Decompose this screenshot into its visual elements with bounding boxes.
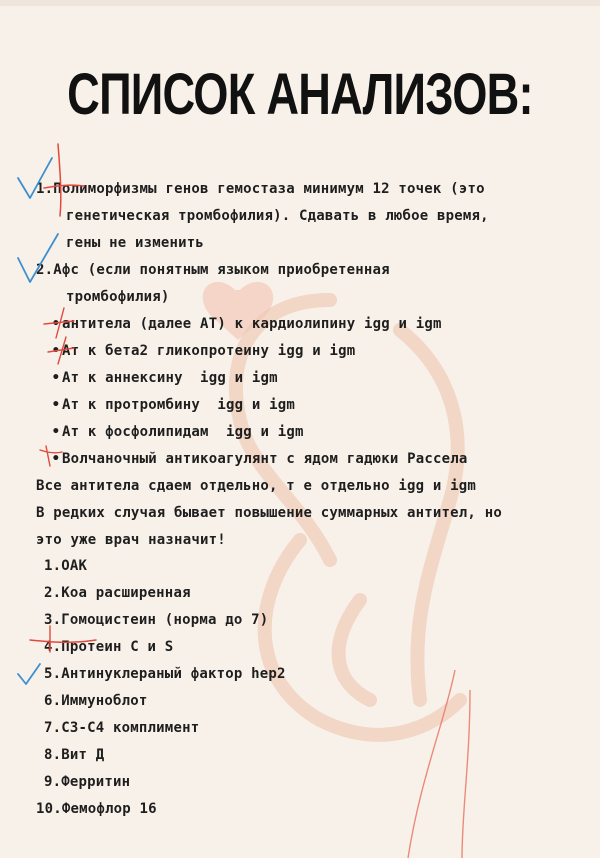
list-item-text: Ат к бета2 гликопротеину igg и igm — [62, 343, 356, 359]
list-item-text: Волчаночный антикоагулянт с ядом гадюки Рассела — [62, 451, 468, 467]
bullet-icon: • — [51, 343, 61, 359]
test-number: 3. — [44, 612, 62, 628]
list-item — [50, 396, 295, 414]
list-item-text: Ат к фосфолипидам igg и igm — [62, 424, 304, 440]
test-label: Фемофлор 16 — [61, 801, 157, 817]
test-item — [44, 638, 173, 656]
test-number: 8. — [44, 747, 62, 763]
list-item-text: Ат к протромбину igg и igm — [62, 397, 295, 413]
test-label: Протеин С и S — [61, 639, 174, 655]
test-item — [44, 611, 268, 629]
test-number: 1. — [44, 558, 62, 574]
test-label: С3-С4 комплимент — [61, 720, 200, 736]
list-item-text: антитела (далее АТ) к кардиолипину igg и igm — [62, 316, 442, 332]
test-item — [44, 719, 199, 737]
test-label: Вит Д — [61, 747, 105, 763]
list-item — [50, 315, 442, 333]
bullet-icon: • — [51, 451, 61, 467]
test-number: 10. — [36, 801, 62, 817]
test-item — [36, 800, 157, 818]
test-label: Коа расширенная — [61, 585, 191, 601]
bullet-icon: • — [51, 316, 61, 332]
bullet-icon: • — [51, 397, 61, 413]
test-label: Антинуклераный фактор hep2 — [61, 666, 286, 682]
item-1-line-3: гены не изменить — [66, 235, 205, 251]
test-number: 4. — [44, 639, 62, 655]
note-line-2: В редких случая бывает повышение суммарных антител, но — [36, 505, 502, 521]
test-number: 9. — [44, 774, 62, 790]
item-2-number: 2. — [36, 262, 54, 278]
list-item — [50, 423, 304, 441]
list-item — [50, 369, 278, 387]
item-2-line-2: тромбофилия) — [66, 289, 170, 305]
test-number: 6. — [44, 693, 62, 709]
test-number: 5. — [44, 666, 62, 682]
note-line-3: это уже врач назначит! — [36, 532, 226, 548]
bullet-icon: • — [51, 370, 61, 386]
test-label: Иммуноблот — [61, 693, 148, 709]
test-number: 7. — [44, 720, 62, 736]
bullet-icon: • — [51, 424, 61, 440]
test-item — [44, 584, 191, 602]
item-1-line-1 — [36, 180, 485, 198]
list-item — [50, 342, 355, 360]
test-number: 2. — [44, 585, 62, 601]
test-item — [44, 746, 104, 764]
item-1-text: Полиморфизмы генов гемостаза минимум 12 точек (это — [53, 181, 485, 197]
list-item — [50, 450, 468, 468]
test-label: Ферритин — [61, 774, 131, 790]
test-label: ОАК — [61, 558, 88, 574]
note-line-1: Все антитела сдаем отдельно, т е отдельно igg и igm — [36, 478, 477, 494]
test-item — [44, 692, 148, 710]
page-title: СПИСОК АНАЛИЗОВ: — [67, 62, 533, 127]
item-1-line-2: генетическая тромбофилия). Сдавать в любое время, — [66, 208, 489, 224]
test-label: Гомоцистеин (норма до 7) — [61, 612, 269, 628]
item-2-line-1 — [36, 261, 390, 279]
test-item — [44, 665, 286, 683]
test-item — [44, 557, 87, 575]
test-item — [44, 773, 130, 791]
item-2-text: Афс (если понятным языком приобретенная — [53, 262, 390, 278]
item-1-number: 1. — [36, 181, 54, 197]
list-item-text: Ат к аннексину igg и igm — [62, 370, 278, 386]
